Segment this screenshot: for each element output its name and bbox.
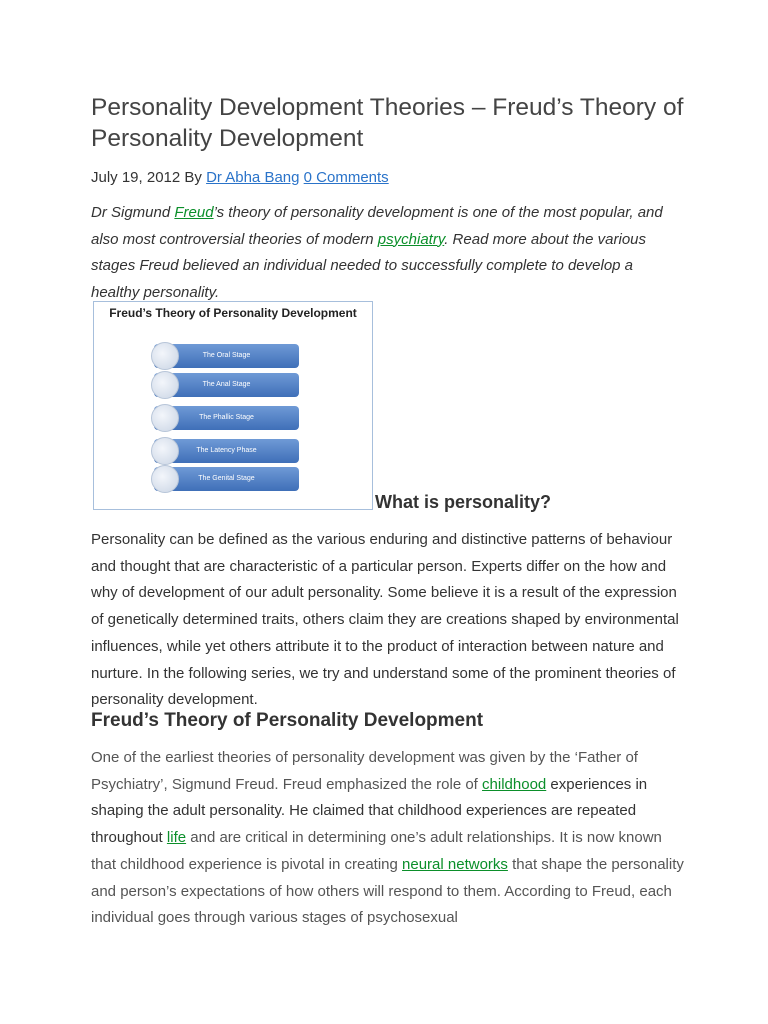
stage-bubble: [151, 404, 179, 432]
freud-link[interactable]: Freud: [174, 204, 214, 221]
stage-bubble: [151, 465, 179, 493]
stage-bubble: [151, 371, 179, 399]
stage-bubble: [151, 437, 179, 465]
childhood-link[interactable]: childhood: [482, 775, 547, 793]
stage-genital: The Genital Stage: [154, 467, 299, 491]
stage-latency: The Latency Phase: [154, 439, 299, 463]
figure-title: Freud’s Theory of Personality Development: [109, 306, 357, 320]
intro-paragraph: Dr Sigmund Freud’s theory of personality development is one of the most popular, and also most controversial theories of modern psychiatry. Read more about the various stages Freud believed an individual needed to successfully complete to develop a healthy personality.: [91, 204, 663, 301]
post-date: July 19, 2012 By: [91, 169, 207, 186]
what-is-personality-heading: What is personality?: [375, 492, 552, 512]
stage-anal: The Anal Stage: [154, 373, 299, 397]
stage-oral: The Oral Stage: [154, 344, 299, 368]
psychiatry-link[interactable]: psychiatry: [377, 230, 445, 248]
page-title: Personality Development Theories – Freud’s Theory of Personality Development: [91, 94, 684, 152]
article-meta: [91, 168, 389, 188]
author-link[interactable]: Dr Abha Bang: [206, 169, 300, 186]
comments-link[interactable]: 0 Comments: [303, 169, 389, 186]
stage-bubble: [151, 342, 179, 370]
freud-paragraph: One of the earliest theories of personality development was given by the ‘Father of Psychiatry’, Sigmund Freud. Freud emphasized the role of childhood experiences in shaping the adult personality. He claimed that childhood experiences are repeated throughout life and are critical in determining one’s adult relationships. It is now known that childhood experience is pivotal in creating neural networks that shape the personality and person’s expectations of how others will respond to them. According to Freud, each individual goes through various stages of psychosexual: [91, 749, 684, 927]
neural-networks-link[interactable]: neural networks: [402, 855, 508, 873]
freud-stages-figure: [93, 301, 373, 510]
stage-phallic: The Phallic Stage: [154, 406, 299, 430]
life-link[interactable]: life: [166, 829, 187, 847]
personality-paragraph: Personality can be defined as the various enduring and distinctive patterns of behaviour and thought that are characteristic of a particular person. Experts differ on the how and why of development of our adult personality. Some believe it is a result of the expression of genetically determined traits, others claim they are creations shaped by environmental influences, while yet others attribute it to the product of interaction between nature and nurture. In the following series, we try and understand some of the prominent theories of personality development.: [91, 531, 679, 709]
freud-heading: Freud’s Theory of Personality Development: [91, 710, 484, 731]
